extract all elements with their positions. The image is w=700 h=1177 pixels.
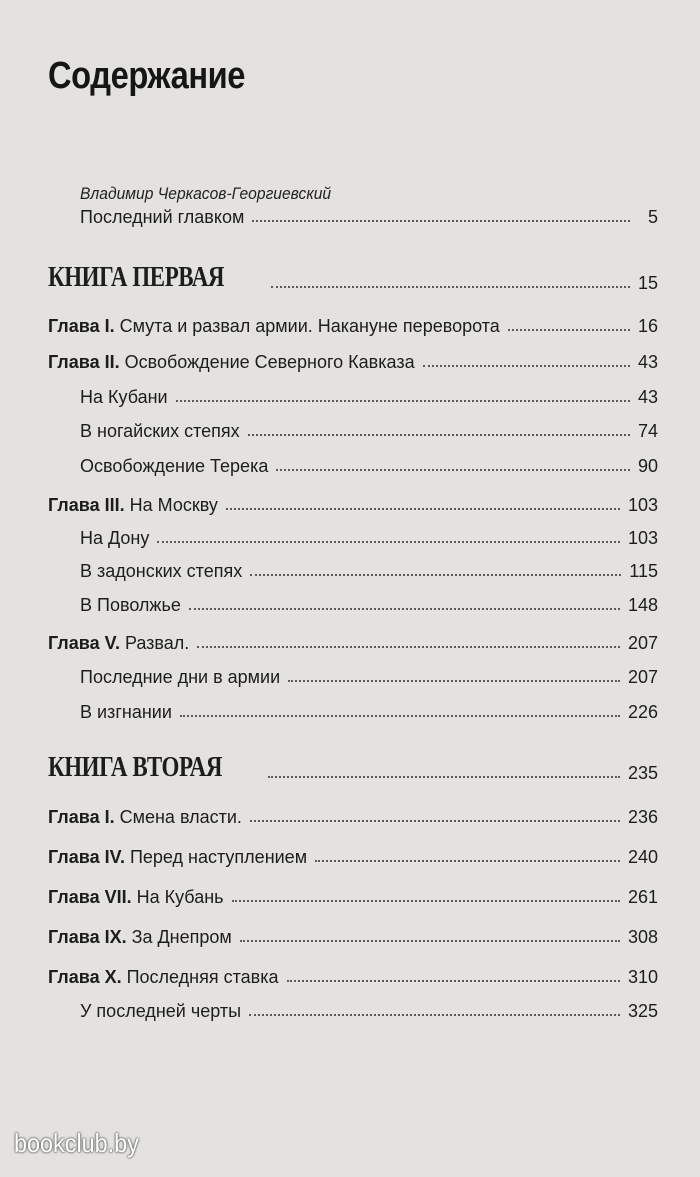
toc-entry — [48, 922, 658, 948]
entry-page: 310 — [627, 967, 658, 987]
dot-leader — [250, 574, 621, 576]
dot-leader — [268, 776, 620, 778]
entry-text: Перед наступлением — [129, 847, 308, 867]
entry-page: 5 — [647, 207, 658, 227]
entry-page: 103 — [627, 528, 658, 548]
dot-leader — [197, 646, 620, 648]
entry-page: 74 — [637, 421, 658, 441]
book-title: КНИГА ПЕРВАЯ — [48, 262, 225, 293]
toc-entry — [48, 311, 658, 337]
dot-leader — [249, 1014, 620, 1016]
dot-leader — [271, 286, 630, 288]
dot-leader — [248, 434, 630, 436]
toc-entry — [80, 451, 658, 477]
entry-text: Смена власти. — [119, 807, 242, 827]
dot-leader — [287, 980, 620, 982]
toc-entry — [48, 962, 658, 988]
entry-text: Последняя ставка — [126, 967, 279, 987]
entry-text: На Москву — [129, 495, 218, 515]
entry-text: На Кубань — [136, 887, 224, 907]
entry-text: Освобождение Терека — [80, 456, 269, 476]
entry-page: 43 — [637, 387, 658, 407]
toc-entry-preface — [80, 202, 658, 228]
toc-entry — [48, 842, 658, 868]
entry-text: В изгнании — [80, 702, 172, 722]
dot-leader — [252, 220, 630, 222]
dot-leader — [232, 900, 620, 902]
entry-page: 325 — [627, 1001, 658, 1021]
entry-page: 207 — [627, 633, 658, 653]
dot-leader — [423, 365, 630, 367]
entry-page: 148 — [627, 595, 658, 615]
entry-text: В задонских степях — [80, 561, 243, 581]
toc-entry — [80, 416, 658, 442]
book-one-heading — [48, 260, 658, 294]
watermark: bookclub.by — [14, 1128, 139, 1158]
toc-entry — [80, 590, 658, 616]
entry-page: 308 — [627, 927, 658, 947]
dot-leader — [250, 820, 620, 822]
toc-entry — [80, 996, 658, 1022]
toc-entry — [48, 490, 658, 516]
entry-text: Последние дни в армии — [80, 667, 281, 687]
dot-leader — [315, 860, 620, 862]
chapter-label: Глава II. — [48, 352, 120, 372]
dot-leader — [157, 541, 620, 543]
toc-entry — [80, 382, 658, 408]
toc-entry — [80, 662, 658, 688]
entry-page: 235 — [627, 763, 658, 783]
entry-page: 16 — [637, 316, 658, 336]
toc-entry — [48, 628, 658, 654]
toc-entry — [80, 523, 658, 549]
entry-page: 226 — [627, 702, 658, 722]
chapter-label: Глава X. — [48, 967, 122, 987]
chapter-label: Глава IV. — [48, 847, 125, 867]
page-title: Содержание — [48, 55, 246, 97]
chapter-label: Глава III. — [48, 495, 125, 515]
toc-entry — [48, 347, 658, 373]
dot-leader — [276, 469, 630, 471]
chapter-label: Глава VII. — [48, 887, 132, 907]
book-two-heading — [48, 750, 658, 784]
entry-page: 207 — [627, 667, 658, 687]
dot-leader — [508, 329, 630, 331]
entry-page: 15 — [637, 273, 658, 293]
dot-leader — [226, 508, 620, 510]
author-name: Владимир Черкасов-Георгиевский — [80, 184, 332, 203]
entry-page: 103 — [627, 495, 658, 515]
entry-text: За Днепром — [131, 927, 232, 947]
toc-entry — [48, 882, 658, 908]
chapter-label: Глава IX. — [48, 927, 127, 947]
chapter-label: Глава I. — [48, 807, 115, 827]
entry-page: 261 — [627, 887, 658, 907]
toc-entry — [80, 556, 658, 582]
dot-leader — [176, 400, 630, 402]
dot-leader — [288, 680, 620, 682]
book-title: КНИГА ВТОРАЯ — [48, 752, 223, 783]
entry-page: 90 — [637, 456, 658, 476]
entry-page: 236 — [627, 807, 658, 827]
entry-text: В ногайских степях — [80, 421, 240, 441]
entry-text: Освобождение Северного Кавказа — [124, 352, 415, 372]
toc-entry — [48, 802, 658, 828]
entry-text: Развал. — [124, 633, 190, 653]
dot-leader — [180, 715, 620, 717]
entry-text: В Поволжье — [80, 595, 181, 615]
entry-page: 115 — [629, 561, 658, 581]
dot-leader — [189, 608, 620, 610]
dot-leader — [240, 940, 620, 942]
entry-page: 240 — [627, 847, 658, 867]
entry-page: 43 — [637, 352, 658, 372]
entry-text: Смута и развал армии. Накануне переворота — [119, 316, 500, 336]
entry-text: На Кубани — [80, 387, 168, 407]
chapter-label: Глава V. — [48, 633, 120, 653]
entry-text: Последний главком — [80, 207, 245, 227]
chapter-label: Глава I. — [48, 316, 115, 336]
entry-text: На Дону — [80, 528, 150, 548]
toc-entry — [80, 697, 658, 723]
entry-text: У последней черты — [80, 1001, 242, 1021]
